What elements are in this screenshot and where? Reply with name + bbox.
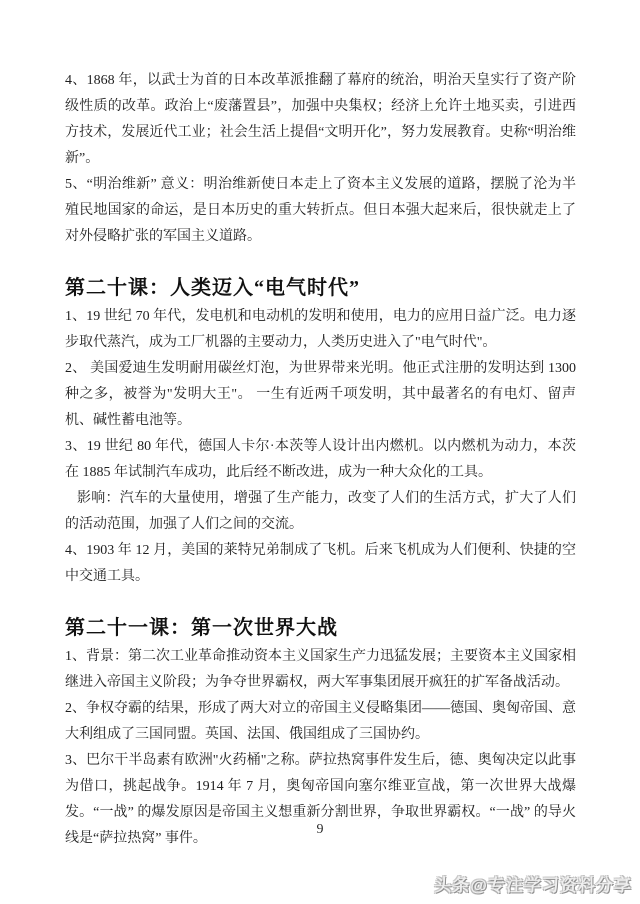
section-title-lesson-20: 第二十课：人类迈入“电气时代” — [65, 277, 360, 299]
paragraph-lesson20-item-1: 1、19 世纪 70 年代，发电机和电动机的发明和使用，电力的应用日益广泛。电力逐步取代蒸汽，成为工厂机器的主要动力，人类历史进入了"电气时代"。 — [65, 309, 576, 350]
paragraph-lesson21-item-1: 1、背景：第二次工业革命推动资本主义国家生产力迅猛发展；主要资本主义国家相继进入帝国主义阶段；为争夺世界霸权，两大军事集团展开疯狂的扩军备战活动。 — [65, 649, 576, 690]
paragraph-item-5-meiji-significance: 5、“明治维新” 意义：明治维新使日本走上了资本主义发展的道路，摆脱了沦为半殖民地国家的命运，是日本历史的重大转折点。但日本强大起来后，很快就走上了对外侵略扩张的军国主义道路。 — [65, 177, 576, 244]
page-content — [65, 68, 576, 852]
paragraph-item-4-meiji: 4、1868 年，以武士为首的日本改革派推翻了幕府的统治，明治天皇实行了资产阶级性质的改革。政治上“废藩置县”，加强中央集权；经济上允许土地买卖，引进西方技术，发展近代工业；社会生活上提倡“文明开化”，努力发展教育。史称“明治维新”。 — [65, 73, 576, 166]
section-title-lesson-21: 第二十一课：第一次世界大战 — [65, 617, 338, 639]
paragraph-lesson21-item-2: 2、争权夺霸的结果，形成了两大对立的帝国主义侵略集团——德国、奥匈帝国、意大利组成了三国同盟。英国、法国、俄国组成了三国协约。 — [65, 701, 576, 742]
paragraph-lesson21-item-3: 3、巴尔干半岛素有欧洲"火药桶"之称。萨拉热窝事件发生后，德、奥匈决定以此事为借口，挑起战争。1914 年 7 月，奥匈帝国向塞尔维亚宣战，第一次世界大战爆发。“一战” 的爆发原因是帝国主义想重新分割世界，争取世界霸权。“一战” 的导火线是“萨拉热窝” 事件。 — [65, 753, 576, 846]
paragraph-lesson20-impact: 影响：汽车的大量使用，增强了生产能力，改变了人们的生活方式，扩大了人们的活动范围，加强了人们之间的交流。 — [65, 491, 576, 532]
page-number: 9 — [316, 822, 324, 837]
watermark-text: 头条@专注学习资料分享 — [434, 876, 632, 895]
paragraph-lesson20-item-3: 3、19 世纪 80 年代，德国人卡尔·本茨等人设计出内燃机。以内燃机为动力，本茨在 1885 年试制汽车成功，此后经不断改进，成为一种大众化的工具。 — [65, 439, 576, 480]
paragraph-lesson20-item-2: 2、 美国爱迪生发明耐用碳丝灯泡，为世界带来光明。他正式注册的发明达到 1300 种之多，被誉为"发明大王"。 一生有近两千项发明，其中最著名的有电灯、留声机、碱性蓄电池等。 — [65, 361, 576, 428]
paragraph-lesson20-item-4: 4、1903 年 12 月，美国的莱特兄弟制成了飞机。后来飞机成为人们便利、快捷的空中交通工具。 — [65, 543, 576, 584]
